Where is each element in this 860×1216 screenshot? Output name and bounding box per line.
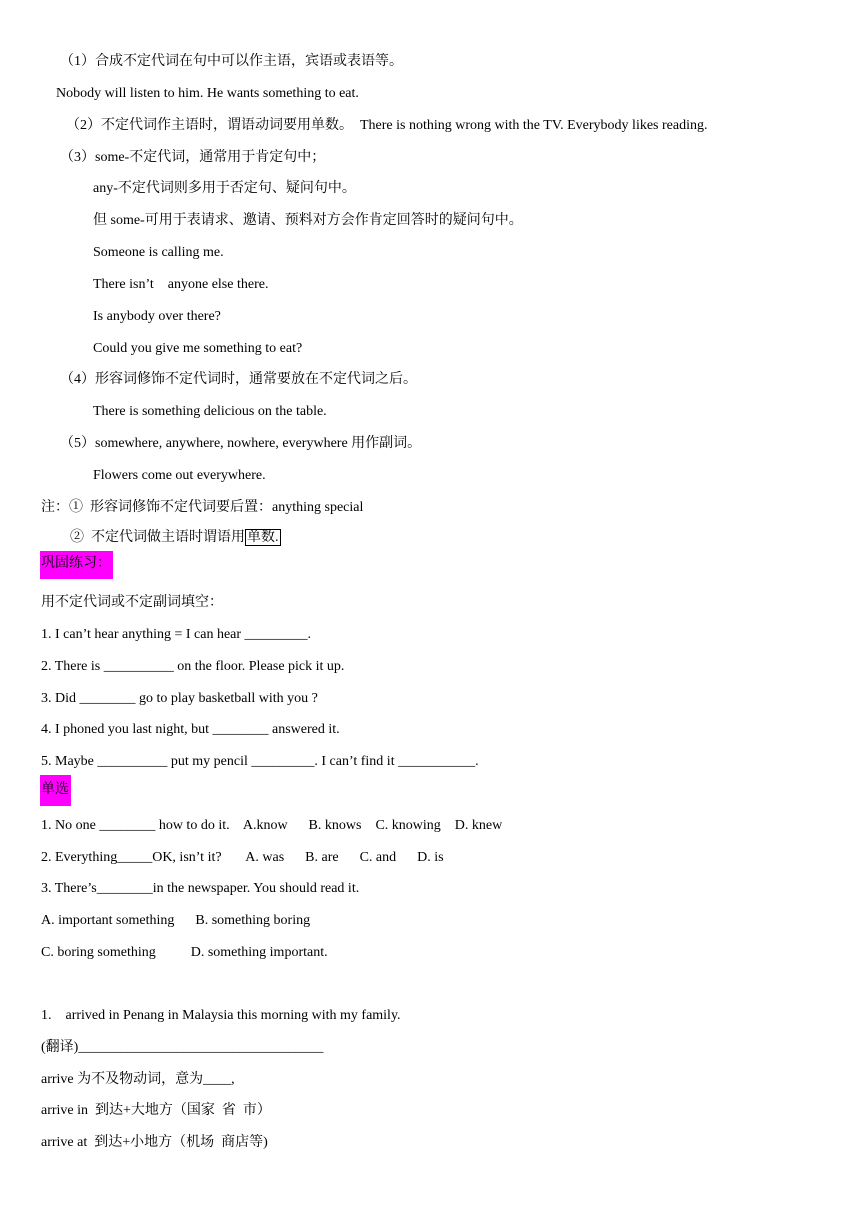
section-heading-practice: 巩固练习： xyxy=(40,551,113,579)
boxed-word: 单数. xyxy=(247,530,279,545)
instruction: 用不定代词或不定副词填空： xyxy=(41,595,223,610)
exercise-item: 3. Did ________ go to play basketball with you ? xyxy=(41,691,318,706)
exercise-item: 2. There is __________ on the floor. Please pick it up. xyxy=(41,659,345,674)
translation-blank: (翻译)___________________________________ xyxy=(41,1040,324,1055)
translation-sentence: 1. arrived in Penang in Malaysia this morning with my family. xyxy=(41,1008,401,1023)
choice-question: 1. No one ________ how to do it. A.know B. knows C. knowing D. knew xyxy=(41,818,503,833)
example-sentence: Is anybody over there? xyxy=(93,309,221,324)
choice-question: 2. Everything_____OK, isn’t it? A. was B. are C. and D. is xyxy=(41,850,444,865)
example-sentence: Someone is calling me. xyxy=(93,245,224,260)
section-heading-single-choice: 单选 xyxy=(40,775,71,806)
example-sentence: Flowers come out everywhere. xyxy=(93,468,266,483)
choice-options: C. boring something D. something important. xyxy=(41,945,328,960)
note-3-any: any-不定代词则多用于否定句、疑问句中。 xyxy=(93,181,356,196)
remark-1: 注：① 形容词修饰不定代词要后置：anything special xyxy=(41,500,364,515)
example-sentence: Nobody will listen to him. He wants something to eat. xyxy=(56,86,359,101)
vocab-note: arrive at 到达+小地方（机场 商店等) xyxy=(41,1135,268,1150)
note-1-compound-pronouns: （1）合成不定代词在句中可以作主语，宾语或表语等。 xyxy=(60,54,403,69)
example-sentence: There isn’t anyone else there. xyxy=(93,277,269,292)
note-3-some-question: 但 some-可用于表请求、邀请、预料对方会作肯定回答时的疑问句中。 xyxy=(93,213,523,228)
exercise-item: 5. Maybe __________ put my pencil _________. I can’t find it ___________. xyxy=(41,754,479,769)
choice-question: 3. There’s________in the newspaper. You should read it. xyxy=(41,881,360,896)
note-3-some: （3）some-不定代词，通常用于肯定句中； xyxy=(60,150,326,165)
note-4-adjective-position: （4）形容词修饰不定代词时，通常要放在不定代词之后。 xyxy=(60,372,417,387)
exercise-item: 4. I phoned you last night, but ________ answered it. xyxy=(41,722,340,737)
note-5-adverbs: （5）somewhere, anywhere, nowhere, everywhere 用作副词。 xyxy=(60,436,422,451)
note-2-subject-verb: （2）不定代词作主语时，谓语动词要用单数。 There is nothing wrong with the TV. Everybody likes reading. xyxy=(66,118,708,133)
example-sentence: There is something delicious on the table. xyxy=(93,404,327,419)
choice-options: A. important something B. something boring xyxy=(41,913,311,928)
remark-2: ② 不定代词做主语时谓语用 单数. xyxy=(70,530,279,545)
example-sentence: Could you give me something to eat? xyxy=(93,341,303,356)
exercise-item: 1. I can’t hear anything = I can hear _________. xyxy=(41,627,312,642)
vocab-note: arrive in 到达+大地方（国家 省 市） xyxy=(41,1103,271,1118)
vocab-note: arrive 为不及物动词，意为____, xyxy=(41,1072,235,1087)
